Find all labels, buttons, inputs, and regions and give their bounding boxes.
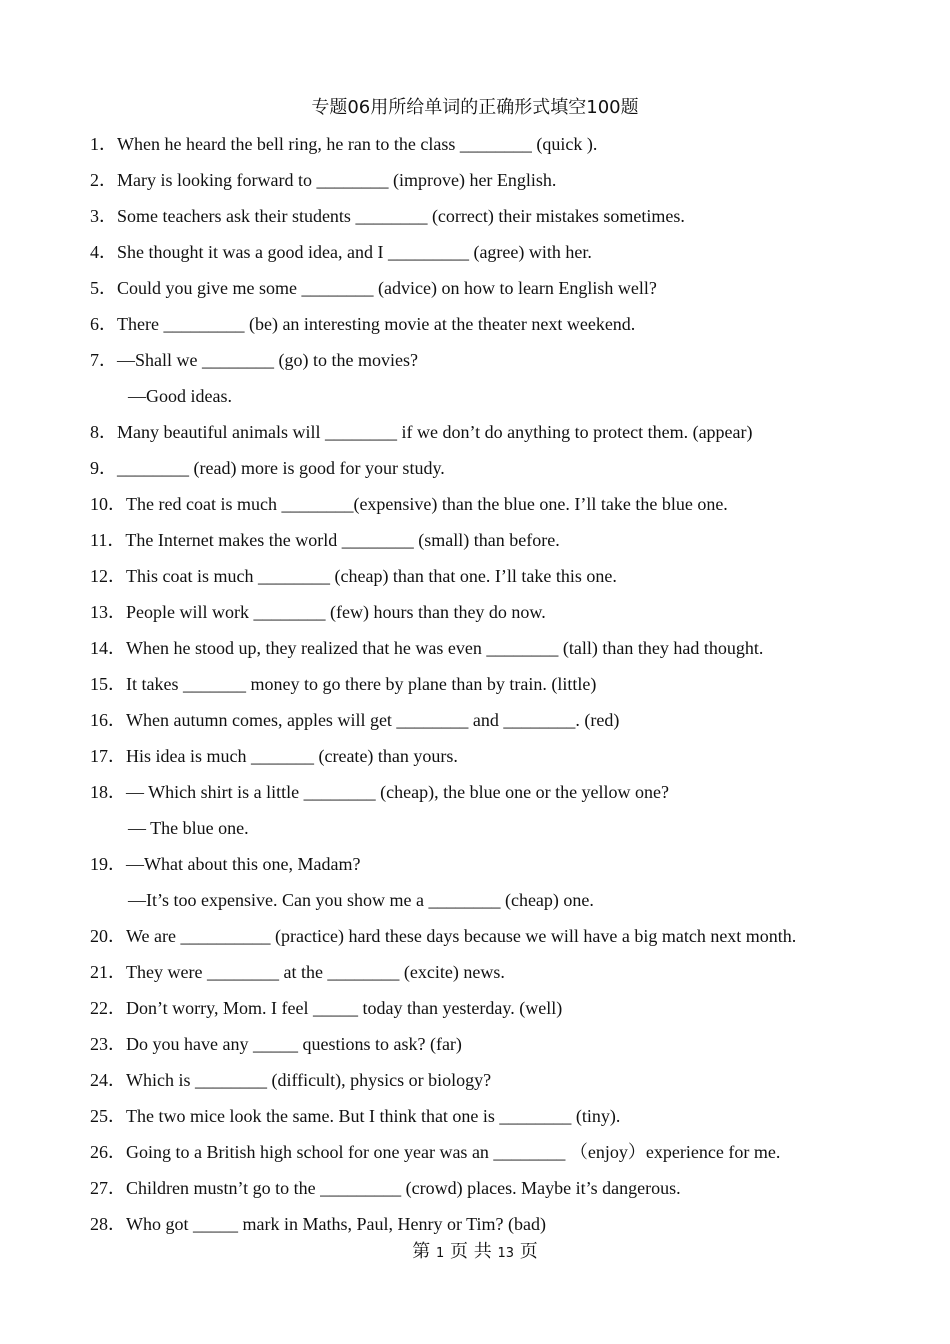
question-item bbox=[90, 636, 890, 672]
question-text: She thought it was a good idea, and I _________ (agree) with her. bbox=[117, 242, 592, 262]
question-item bbox=[90, 492, 890, 528]
question-item bbox=[90, 780, 890, 816]
footer-total-pages: 13 bbox=[497, 1246, 515, 1261]
question-number: 16． bbox=[90, 710, 126, 730]
question-text: We are __________ (practice) hard these days because we will have a big match next month. bbox=[126, 926, 797, 946]
page-title: 专题06用所给单词的正确形式填空100题 bbox=[311, 97, 639, 118]
question-text: When he stood up, they realized that he was even ________ (tall) than they had thought. bbox=[126, 638, 764, 658]
question-text: It takes _______ money to go there by plane than by train. (little) bbox=[126, 674, 597, 694]
question-text: — Which shirt is a little ________ (cheap), the blue one or the yellow one? bbox=[126, 782, 670, 802]
question-text: Many beautiful animals will ________ if we don’t do anything to protect them. (appear) bbox=[117, 422, 753, 442]
question-number: 22． bbox=[90, 998, 126, 1018]
question-number: 15． bbox=[90, 674, 126, 694]
question-text: Some teachers ask their students ________ (correct) their mistakes sometimes. bbox=[117, 206, 685, 226]
question-item bbox=[90, 744, 890, 780]
question-number: 25． bbox=[90, 1106, 126, 1126]
question-number: 1． bbox=[90, 134, 117, 154]
question-item bbox=[90, 240, 890, 276]
question-number: 9． bbox=[90, 458, 117, 478]
question-text: This coat is much ________ (cheap) than that one. I’ll take this one. bbox=[126, 566, 617, 586]
question-number: 20． bbox=[90, 926, 126, 946]
question-reply: — The blue one. bbox=[128, 818, 249, 838]
footer-suffix: 页 bbox=[519, 1241, 538, 1262]
question-text: Don’t worry, Mom. I feel _____ today than yesterday. (well) bbox=[126, 998, 563, 1018]
question-text: The two mice look the same. But I think that one is ________ (tiny). bbox=[126, 1106, 621, 1126]
question-number: 6． bbox=[90, 314, 117, 334]
question-item bbox=[90, 1032, 890, 1068]
question-item bbox=[90, 564, 890, 600]
question-item bbox=[90, 708, 890, 744]
question-number: 14． bbox=[90, 638, 126, 658]
question-item bbox=[90, 1104, 890, 1140]
question-text: People will work ________ (few) hours than they do now. bbox=[126, 602, 546, 622]
footer-prefix: 第 bbox=[412, 1241, 431, 1262]
question-item bbox=[90, 420, 890, 456]
question-number: 11． bbox=[90, 530, 126, 550]
question-item bbox=[90, 168, 890, 204]
footer-page-number: 1 bbox=[435, 1246, 445, 1261]
question-item bbox=[90, 276, 890, 312]
question-number: 17． bbox=[90, 746, 126, 766]
question-text: They were ________ at the ________ (excite) news. bbox=[126, 962, 505, 982]
question-item bbox=[90, 348, 890, 384]
question-item bbox=[90, 528, 890, 564]
question-text: Mary is looking forward to ________ (improve) her English. bbox=[117, 170, 557, 190]
question-text: There _________ (be) an interesting movie at the theater next weekend. bbox=[117, 314, 636, 334]
question-item bbox=[90, 1140, 890, 1176]
question-text: ________ (read) more is good for your study. bbox=[117, 458, 445, 478]
question-number: 21． bbox=[90, 962, 126, 982]
question-text: Going to a British high school for one year was an ________ （enjoy）experience for me. bbox=[126, 1142, 781, 1162]
question-number: 8． bbox=[90, 422, 117, 442]
footer-middle: 页 共 bbox=[450, 1241, 492, 1262]
question-text: When autumn comes, apples will get ________ and ________. (red) bbox=[126, 710, 620, 730]
question-item bbox=[90, 312, 890, 348]
question-text: The Internet makes the world ________ (small) than before. bbox=[125, 530, 560, 550]
question-item bbox=[90, 924, 890, 960]
question-number: 18． bbox=[90, 782, 126, 802]
question-number: 13． bbox=[90, 602, 126, 622]
question-item bbox=[90, 1068, 890, 1104]
question-number: 10． bbox=[90, 494, 126, 514]
question-item bbox=[90, 132, 890, 168]
question-reply: —It’s too expensive. Can you show me a ________ (cheap) one. bbox=[128, 890, 594, 910]
question-number: 5． bbox=[90, 278, 117, 298]
question-item bbox=[90, 852, 890, 888]
question-text: Do you have any _____ questions to ask? (far) bbox=[126, 1034, 462, 1054]
question-text: The red coat is much ________(expensive) than the blue one. I’ll take the blue one. bbox=[126, 494, 728, 514]
question-number: 7． bbox=[90, 350, 117, 370]
question-number: 24． bbox=[90, 1070, 126, 1090]
question-text: Who got _____ mark in Maths, Paul, Henry or Tim? (bad) bbox=[126, 1214, 546, 1234]
question-item bbox=[90, 600, 890, 636]
question-item bbox=[90, 456, 890, 492]
question-text: Children mustn’t go to the _________ (crowd) places. Maybe it’s dangerous. bbox=[126, 1178, 681, 1198]
question-number: 3． bbox=[90, 206, 117, 226]
question-item bbox=[90, 1176, 890, 1212]
question-number: 2． bbox=[90, 170, 117, 190]
question-item bbox=[90, 960, 890, 996]
question-list bbox=[90, 132, 890, 1248]
question-text: Which is ________ (difficult), physics or biology? bbox=[126, 1070, 492, 1090]
question-text: —Shall we ________ (go) to the movies? bbox=[117, 350, 418, 370]
question-number: 23． bbox=[90, 1034, 126, 1054]
question-number: 27． bbox=[90, 1178, 126, 1198]
question-text: When he heard the bell ring, he ran to the class ________ (quick ). bbox=[117, 134, 598, 154]
question-number: 4． bbox=[90, 242, 117, 262]
question-number: 19． bbox=[90, 854, 126, 874]
question-text: —What about this one, Madam? bbox=[126, 854, 361, 874]
question-number: 26． bbox=[90, 1142, 126, 1162]
question-number: 28． bbox=[90, 1214, 126, 1234]
question-item bbox=[90, 672, 890, 708]
question-number: 12． bbox=[90, 566, 126, 586]
page-footer bbox=[0, 1240, 950, 1266]
question-item bbox=[90, 204, 890, 240]
question-item bbox=[90, 996, 890, 1032]
question-reply: —Good ideas. bbox=[128, 386, 232, 406]
question-text: Could you give me some ________ (advice) on how to learn English well? bbox=[117, 278, 657, 298]
question-text: His idea is much _______ (create) than yours. bbox=[126, 746, 458, 766]
